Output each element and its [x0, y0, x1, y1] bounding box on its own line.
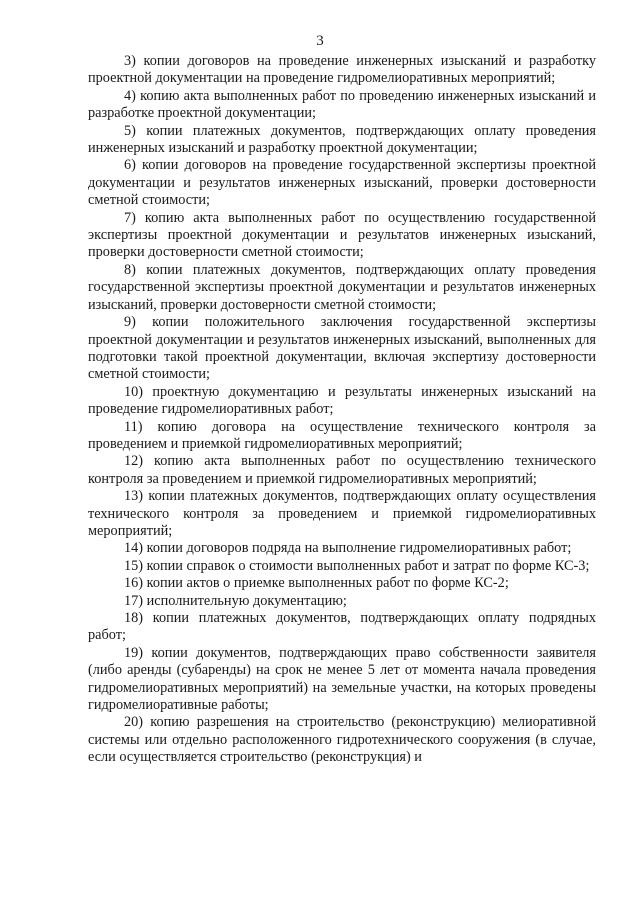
- list-item: 19) копии документов, подтверждающих право собственности заявителя (либо аренды (субаренды) на срок не менее 5 лет от момента начала проведения гидромелиоративных мероприятий) на земельные участки, на которых проведены гидромелиоративные работы;: [88, 644, 596, 714]
- list-item: 17) исполнительную документацию;: [124, 592, 347, 609]
- list-item: 7) копию акта выполненных работ по осуществлению государственной экспертизы проектной документации и результатов инженерных изысканий, проверки достоверности сметной стоимости;: [88, 209, 596, 261]
- list-item: 4) копию акта выполненных работ по проведению инженерных изысканий и разработке проектной документации;: [88, 87, 596, 122]
- list-item: 10) проектную документацию и результаты инженерных изысканий на проведение гидромелиоративных работ;: [88, 383, 596, 418]
- list-item: 3) копии договоров на проведение инженерных изысканий и разработку проектной документации на проведение гидромелиоративных мероприятий;: [88, 53, 596, 87]
- list-item: 6) копии договоров на проведение государственной экспертизы проектной документации и результатов инженерных изысканий, проверки достоверности сметной стоимости;: [88, 157, 596, 209]
- list-item: 8) копии платежных документов, подтверждающих оплату проведения государственной экспертизы проектной документации и результатов инженерных изысканий, проверки достоверности сметной стоимости;: [88, 261, 596, 313]
- list-item: 14) копии договоров подряда на выполнение гидромелиоративных работ;: [124, 540, 572, 557]
- list-item: 13) копии платежных документов, подтверждающих оплату осуществления технического контроля за проведением и приемкой гидромелиоративных мероприятий;: [88, 488, 596, 539]
- document-body: [88, 53, 596, 767]
- list-item: 5) копии платежных документов, подтверждающих оплату проведения инженерных изысканий и разработку проектной документации;: [88, 122, 596, 157]
- list-item: 18) копии платежных документов, подтверждающих оплату подрядных работ;: [88, 610, 596, 644]
- list-item: 12) копию акта выполненных работ по осуществлению технического контроля за проведением и приемкой гидромелиоративных мероприятий;: [88, 453, 596, 487]
- list-item: 15) копии справок о стоимости выполненных работ и затрат по форме КС-3;: [124, 557, 590, 574]
- list-item: 9) копии положительного заключения государственной экспертизы проектной документации и результатов инженерных изысканий, выполненных для подготовки такой проектной документации, включая экспертизу достоверности сметной стоимости;: [88, 314, 596, 383]
- list-item: 11) копию договора на осуществление технического контроля за проведением и приемкой гидромелиоративных мероприятий;: [88, 418, 596, 452]
- list-item: 20) копию разрешения на строительство (реконструкцию) мелиоративной системы или отдельно расположенного гидротехнического сооружения (в случае, если осуществляется строительство (реконструкция) и: [88, 714, 596, 766]
- list-item: 16) копии актов о приемке выполненных работ по форме КС-2;: [124, 575, 509, 592]
- page-number: 3: [316, 33, 324, 49]
